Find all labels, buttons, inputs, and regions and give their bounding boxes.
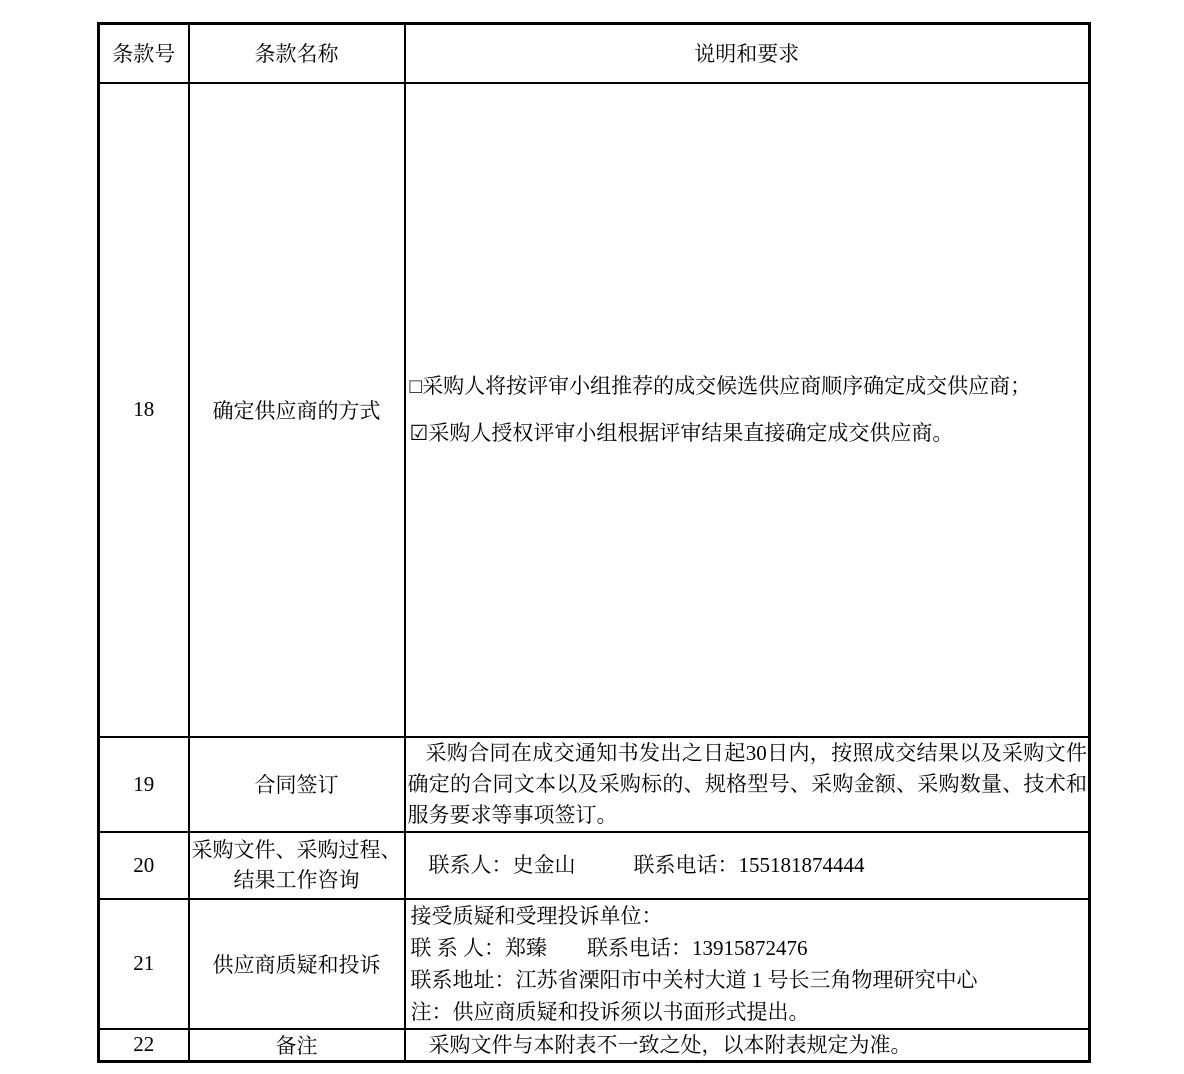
clause-desc-18 — [405, 83, 1090, 737]
supplier-option-2 — [406, 418, 1089, 448]
clause-no-18: 18 — [99, 83, 189, 737]
supplier-option-1 — [406, 371, 1089, 401]
consult-contact-person: 联系人：史金山 — [428, 853, 576, 877]
table-header-row — [99, 24, 1090, 83]
clause-desc-19 — [405, 737, 1090, 832]
header-clause-name: 条款名称 — [189, 24, 405, 83]
table-row-20 — [99, 832, 1090, 899]
supplier-option-2-text: 采购人授权评审小组根据评审结果直接确定成交供应商。 — [428, 421, 954, 445]
clause-desc-21 — [405, 899, 1090, 1029]
complaint-unit-line: 接受质疑和受理投诉单位： — [410, 903, 663, 928]
clause-name-20-line1: 采购文件、采购过程、 — [191, 838, 402, 862]
supplier-option-1-text: 采购人将按评审小组推荐的成交候选供应商顺序确定成交供应商； — [422, 374, 1032, 398]
complaint-note-line: 注：供应商质疑和投诉须以书面形式提出。 — [410, 999, 810, 1024]
checkbox-unchecked-icon[interactable]: □ — [409, 374, 423, 398]
checkbox-checked-icon[interactable]: ☑ — [409, 421, 429, 445]
table-row-22 — [99, 1029, 1090, 1062]
clause-no-21: 21 — [99, 899, 189, 1029]
clause-no-20: 20 — [99, 832, 189, 899]
consult-contact-line — [406, 850, 1089, 880]
complaint-address-line: 联系地址：江苏省溧阳市中关村大道 1 号长三角物理研究中心 — [410, 967, 978, 992]
complaint-contact-person: 联 系 人：郑臻 — [410, 935, 547, 960]
clause-name-20 — [189, 832, 405, 899]
clause-name-19: 合同签订 — [189, 737, 405, 832]
consult-contact-phone: 联系电话：155181874444 — [633, 853, 865, 877]
complaint-contact-phone: 联系电话：13915872476 — [587, 935, 808, 960]
clause-name-18: 确定供应商的方式 — [189, 83, 405, 737]
header-description: 说明和要求 — [405, 24, 1090, 83]
remark-text: 采购文件与本附表不一致之处，以本附表规定为准。 — [428, 1032, 912, 1057]
complaint-info-block — [406, 900, 1089, 1028]
clause-no-22: 22 — [99, 1029, 189, 1062]
clause-name-21: 供应商质疑和投诉 — [189, 899, 405, 1029]
clause-name-20-line2: 结果工作咨询 — [233, 868, 360, 892]
table-row-21 — [99, 899, 1090, 1029]
contract-signing-text: 采购合同在成交通知书发出之日起30日内，按照成交结果以及采购文件确定的合同文本以及采购标的、规格型号、采购金额、采购数量、技术和服务要求等事项签订。 — [407, 740, 1087, 827]
clause-desc-22 — [405, 1029, 1090, 1062]
complaint-contact-line — [411, 932, 1089, 964]
table-row-19 — [99, 737, 1090, 832]
procurement-clauses-table — [97, 22, 1091, 1063]
header-clause-no: 条款号 — [99, 24, 189, 83]
table-row-18 — [99, 83, 1090, 737]
clause-no-19: 19 — [99, 737, 189, 832]
clause-desc-20 — [405, 832, 1090, 899]
clause-name-22: 备注 — [189, 1029, 405, 1062]
